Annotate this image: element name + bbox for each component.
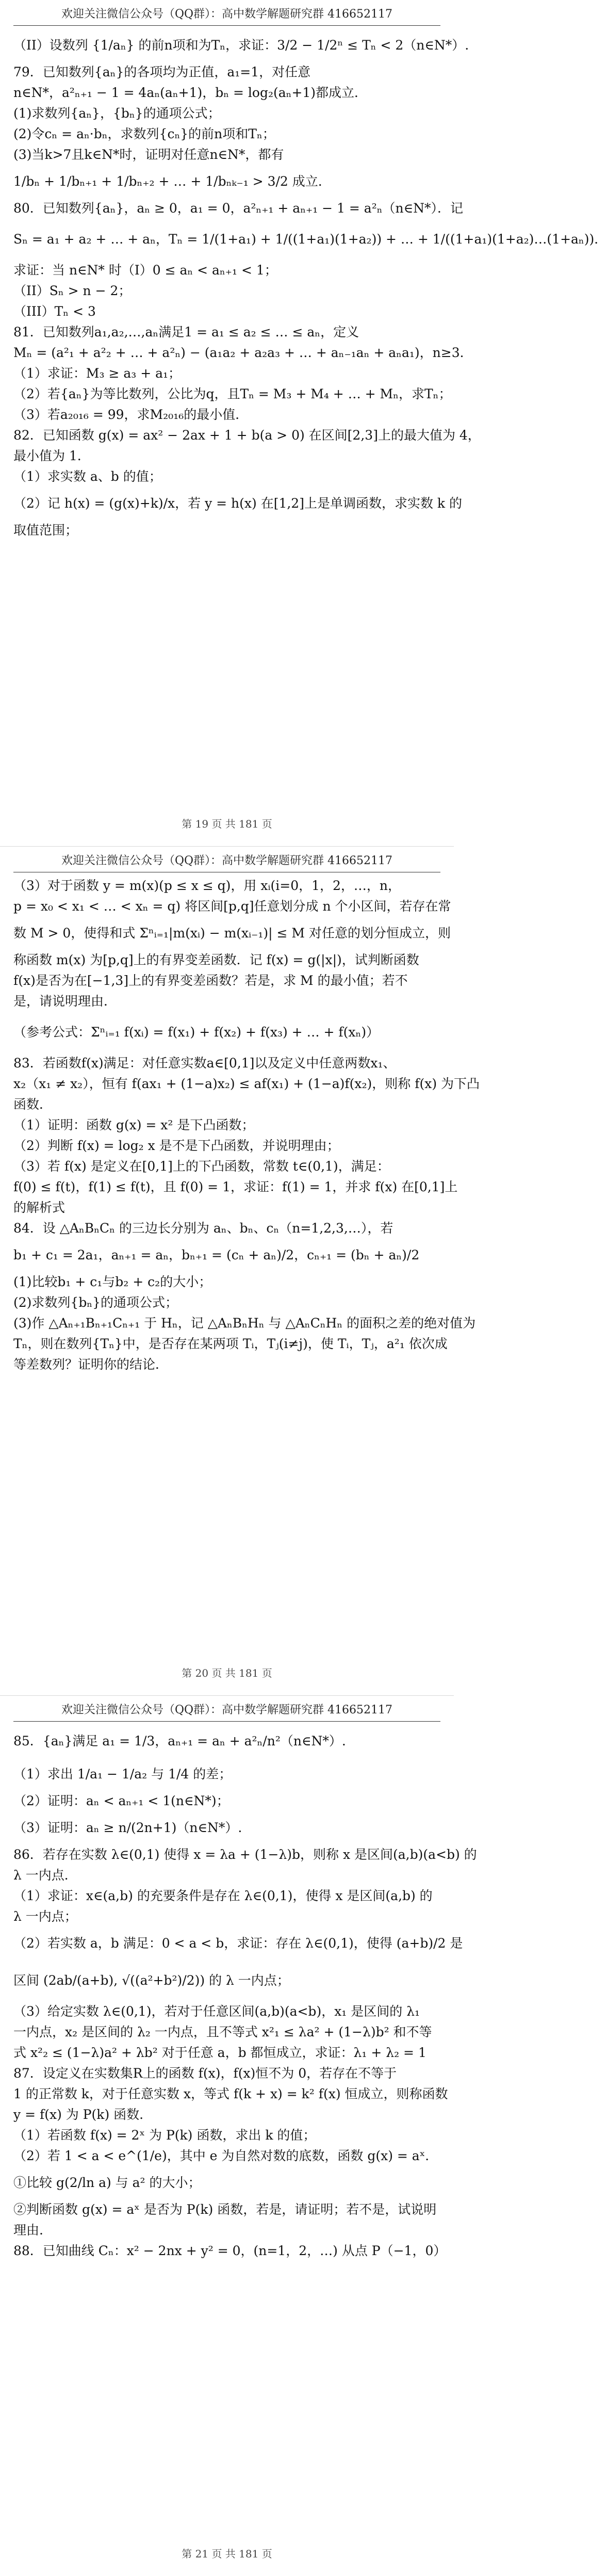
problem-82-part-3-line-2: p = x₀ < x₁ < … < xₙ = q) 将区间[p,q]任意划分成 n 个小区间，若存在常 bbox=[13, 899, 451, 914]
problem-84-part-1: (1)比较b₁ + c₁与b₂ + c₂的大小； bbox=[13, 1274, 212, 1289]
problem-82-part-3-line-3: 数 M > 0，使得和式 Σⁿᵢ₌₁|m(xᵢ) − m(xᵢ₋₁)| ≤ M 对任意的划分恒成立，则 bbox=[13, 926, 451, 941]
problem-82-part-2: （2）记 h(x) = (g(x)+k)/x，若 y = h(x) 在[1,2]上是单调函数，求实数 k 的 bbox=[13, 496, 463, 511]
document-page-21 bbox=[0, 1696, 477, 2576]
problem-81-statement: 81．已知数列a₁,a₂,…,aₙ满足1 = a₁ ≤ a₂ ≤ … ≤ aₙ，定义 bbox=[13, 325, 359, 339]
problem-83-part-3-cont: f(0) ≤ f(t)，f(1) ≤ f(t)，且 f(0) = 1，求证：f(1) = 1，并求 f(x) 在[0,1]上 bbox=[13, 1179, 458, 1194]
problem-80-statement: 80．已知数列{aₙ}，aₙ ≥ 0，a₁ = 0，a²ₙ₊₁ + aₙ₊₁ − 1 = a²ₙ（n∈N*）．记 bbox=[13, 201, 464, 216]
problem-86-part-1-cont: λ 一内点； bbox=[13, 1909, 77, 1924]
problem-85-part-2: （2）证明：aₙ < aₙ₊₁ < 1(n∈N*)； bbox=[13, 1793, 229, 1808]
problem-87-part-1: （1）若函数 f(x) = 2ˣ 为 P(k) 函数，求出 k 的值； bbox=[13, 2128, 316, 2143]
page-footer: 第 20 页 共 181 页 bbox=[182, 1667, 272, 1679]
problem-84-recurrence: b₁ + c₁ = 2a₁，aₙ₊₁ = aₙ，bₙ₊₁ = (cₙ + aₙ)/2，cₙ₊₁ = (bₙ + aₙ)/2 bbox=[13, 1248, 420, 1262]
problem-82-statement: 82．已知函数 g(x) = ax² − 2ax + 1 + b(a > 0) 在区间[2,3]上的最大值为 4， bbox=[13, 428, 481, 443]
problem-80-part-2: （II）Sₙ > n − 2； bbox=[13, 283, 132, 298]
problem-87-part-2-i: ①比较 g(2/ln a) 与 a² 的大小； bbox=[13, 2175, 201, 2190]
problem-81-part-1: （1）求证：M₃ ≥ a₃ + a₁； bbox=[13, 366, 182, 381]
problem-84-part-2: (2)求数列{bₙ}的通项公式； bbox=[13, 1295, 178, 1310]
problem-82-part-3: （3）对于函数 y = m(x)(p ≤ x ≤ q)，用 xᵢ(i=0，1，2，…，n， bbox=[13, 878, 401, 893]
problem-86-statement: 86．若存在实数 λ∈(0,1) 使得 x = λa + (1−λ)b，则称 x 是区间(a,b)(a<b) 的 bbox=[13, 1847, 477, 1862]
problem-79-part-3: (3)当k>7且k∈N*时，证明对任意n∈N*，都有 bbox=[13, 147, 284, 162]
problem-82-part-1: （1）求实数 a、b 的值； bbox=[13, 469, 162, 484]
problem-79-inequality: 1/bₙ + 1/bₙ₊₁ + 1/bₙ₊₂ + … + 1/bₙₖ₋₁ > 3/2 成立. bbox=[13, 174, 322, 189]
problem-87-statement: 87．设定义在实数集R上的函数 f(x)，f(x)恒不为 0，若存在不等于 bbox=[13, 2066, 397, 2081]
problem-81-part-3: （3）若a₂₀₁₆ = 99，求M₂₀₁₆的最小值． bbox=[13, 407, 249, 422]
problem-88-statement: 88．已知曲线 Cₙ：x² − 2nx + y² = 0，(n=1，2，…) 从点 P（−1，0） bbox=[13, 2243, 447, 2258]
page-header: 欢迎关注微信公众号（QQ群）：高中数学解题研究群 416652117 bbox=[13, 847, 440, 872]
problem-84-part-3-end: 等差数列？证明你的结论． bbox=[13, 1357, 169, 1372]
document-page-20 bbox=[0, 847, 480, 1695]
problem-80-part-3: （III）Tₙ < 3 bbox=[13, 304, 96, 319]
problem-82-part-3-line-6: 是，请说明理由． bbox=[13, 994, 117, 1009]
problem-86-part-1: （1）求证：x∈(a,b) 的充要条件是存在 λ∈(0,1)，使得 x 是区间(a,b) 的 bbox=[13, 1888, 433, 1903]
problem-83-condition: x₂（x₁ ≠ x₂），恒有 f(ax₁ + (1−a)x₂) ≤ af(x₁) + (1−a)f(x₂)，则称 f(x) 为下凸 bbox=[13, 1076, 480, 1091]
problem-84-statement: 84．设 △AₙBₙCₙ 的三边长分别为 aₙ、bₙ、cₙ（n=1,2,3,…），若 bbox=[13, 1221, 393, 1236]
problem-87-part-2: （2）若 1 < a < e^(1/e)，其中 e 为自然对数的底数，函数 g(x) = aˣ． bbox=[13, 2148, 438, 2163]
problem-79-part-1: (1)求数列{aₙ}，{bₙ}的通项公式； bbox=[13, 106, 221, 121]
problem-86-part-2-cont: 区间 (2ab/(a+b), √((a²+b²)/2)) 的 λ 一内点； bbox=[13, 1973, 290, 1988]
problem-79-part-2: (2)令cₙ = aₙ·bₙ，求数列{cₙ}的前n项和Tₙ； bbox=[13, 126, 275, 141]
problem-81-part-2: （2）若{aₙ}为等比数列，公比为q，且Tₙ = M₃ + M₄ + … + Mₙ，求Tₙ； bbox=[13, 386, 452, 401]
document-page-19 bbox=[0, 0, 607, 846]
page-footer: 第 19 页 共 181 页 bbox=[182, 818, 272, 830]
problem-83-condition-cont: 函数． bbox=[13, 1097, 53, 1112]
page-footer: 第 21 页 共 181 页 bbox=[182, 2548, 272, 2560]
problem-86-statement-cont: λ 一内点． bbox=[13, 1868, 77, 1883]
problem-83-part-3-end: 的解析式 bbox=[13, 1200, 65, 1215]
problem-82-part-3-line-5: f(x)是否为在[−1,3]上的有界变差函数？若是，求 M 的最小值；若不 bbox=[13, 973, 408, 988]
problem-86-part-3-line-2: 一内点，x₂ 是区间的 λ₂ 一内点，且不等式 x²₁ ≤ λa² + (1−λ)b² 和不等 bbox=[13, 2024, 432, 2039]
problem-79-statement: 79．已知数列{aₙ}的各项均为正值，a₁=1，对任意 bbox=[13, 64, 311, 79]
problem-83-part-1: （1）证明：函数 g(x) = x² 是下凸函数； bbox=[13, 1117, 255, 1132]
page-header: 欢迎关注微信公众号（QQ群）：高中数学解题研究群 416652117 bbox=[13, 1696, 440, 1722]
problem-84-part-3-cont: Tₙ，则在数列{Tₙ}中，是否存在某两项 Tᵢ，Tⱼ(i≠j)，使 Tᵢ，Tⱼ，a²₁ 依次成 bbox=[13, 1336, 448, 1351]
problem-79-condition: n∈N*，a²ₙ₊₁ − 1 = 4aₙ(aₙ+1)，bₙ = log₂(aₙ+1)都成立． bbox=[13, 85, 368, 100]
problem-87-part-2-ii-cont: 理由. bbox=[13, 2223, 43, 2238]
problem-83-part-3: （3）若 f(x) 是定义在[0,1]上的下凸函数，常数 t∈(0,1)，满足： bbox=[13, 1159, 390, 1174]
problem-82-part-3-line-4: 称函数 m(x) 为[p,q]上的有界变差函数．记 f(x) = g(|x|)，试判断函数 bbox=[13, 952, 419, 967]
problem-83-part-2: （2）判断 f(x) = log₂ x 是不是下凸函数，并说明理由； bbox=[13, 1138, 340, 1153]
problem-87-statement-cont: 1 的正常数 k，对于任意实数 x，等式 f(k + x) = k² f(x) 恒成立，则称函数 bbox=[13, 2086, 448, 2101]
problem-87-part-2-ii: ②判断函数 g(x) = aˣ 是否为 P(k) 函数，若是，请证明；若不是，试说明 bbox=[13, 2202, 437, 2217]
problem-80-definitions: Sₙ = a₁ + a₂ + … + aₙ，Tₙ = 1/(1+a₁) + 1/((1+a₁)(1+a₂)) + … + 1/((1+a₁)(1+a₂)…(1+aₙ))． bbox=[13, 232, 607, 247]
problem-85-statement: 85．{aₙ}满足 a₁ = 1/3，aₙ₊₁ = aₙ + a²ₙ/n²（n∈N*）. bbox=[13, 1733, 346, 1748]
problem-86-part-3-line-3: 式 x²₂ ≤ (1−λ)a² + λb² 对于任意 a，b 都恒成立，求证：λ₁ + λ₂ = 1 bbox=[13, 2045, 426, 2060]
problem-87-definition: y = f(x) 为 P(k) 函数. bbox=[13, 2107, 144, 2122]
problem-80-part-1: 求证：当 n∈N* 时（I）0 ≤ aₙ < aₙ₊₁ < 1； bbox=[13, 263, 277, 278]
problem-85-part-1: （1）求出 1/a₁ − 1/a₂ 与 1/4 的差； bbox=[13, 1767, 232, 1781]
problem-82-part-2-cont: 取值范围； bbox=[13, 523, 78, 538]
problem-81-definition: Mₙ = (a²₁ + a²₂ + … + a²ₙ) − (a₁a₂ + a₂a₃ + … + aₙ₋₁aₙ + aₙa₁)，n≥3． bbox=[13, 345, 473, 360]
problem-82-statement-cont: 最小值为 1． bbox=[13, 448, 90, 463]
problem-83-statement: 83．若函数f(x)满足：对任意实数a∈[0,1]以及定义中任意两数x₁、 bbox=[13, 1056, 396, 1071]
problem-85-part-3: （3）证明：aₙ ≥ n/(2n+1)（n∈N*）. bbox=[13, 1820, 242, 1835]
problem-84-part-3: (3)作 △Aₙ₊₁Bₙ₊₁Cₙ₊₁ 于 Hₙ，记 △AₙBₙHₙ 与 △AₙCₙHₙ 的面积之差的绝对值为 bbox=[13, 1316, 476, 1331]
problem-86-part-3: （3）给定实数 λ∈(0,1)，若对于任意区间(a,b)(a<b)，x₁ 是区间的 λ₁ bbox=[13, 2004, 420, 2019]
page-header: 欢迎关注微信公众号（QQ群）：高中数学解题研究群 416652117 bbox=[13, 0, 440, 26]
problem-86-part-2: （2）若实数 a，b 满足：0 < a < b，求证：存在 λ∈(0,1)，使得 (a+b)/2 是 bbox=[13, 1936, 463, 1951]
problem-78-part-2: （II）设数列 {1/aₙ} 的前n项和为Tₙ，求证：3/2 − 1/2ⁿ ≤ Tₙ < 2（n∈N*）. bbox=[13, 38, 469, 53]
reference-formula: （参考公式：Σⁿᵢ₌₁ f(xᵢ) = f(x₁) + f(x₂) + f(x₃) + … + f(xₙ)） bbox=[13, 1025, 380, 1040]
